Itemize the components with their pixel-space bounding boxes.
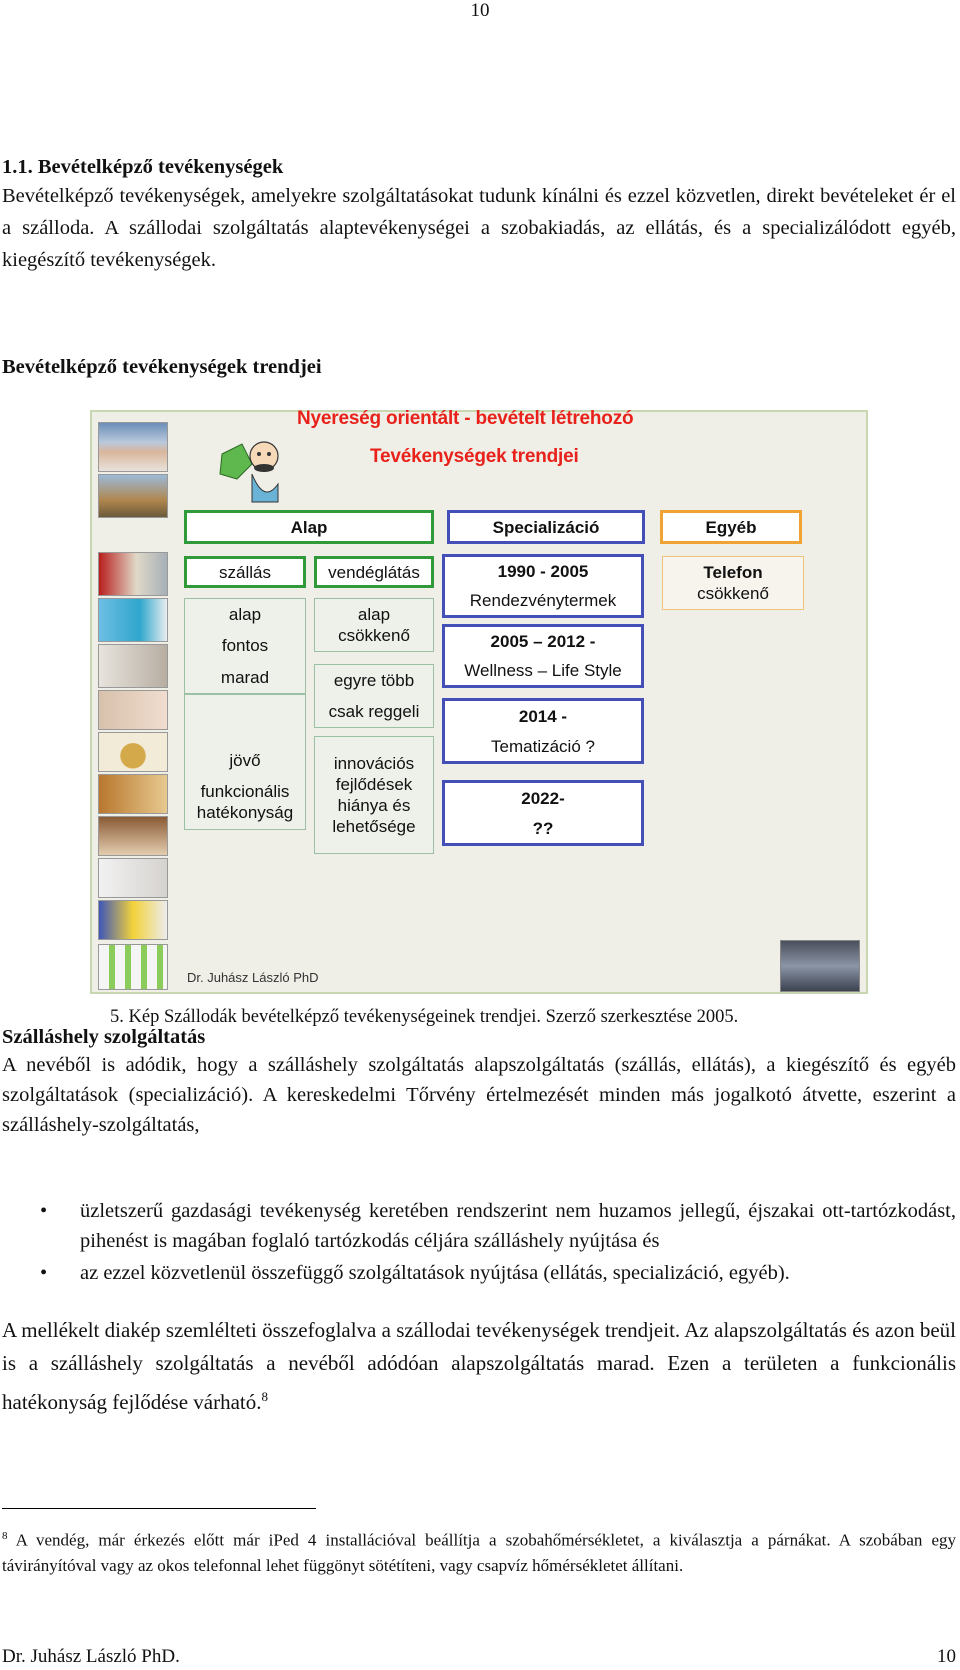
summary-paragraph-text: A mellékelt diakép szemlélteti összefoglalva a szállodai tevékenységek trendjeit. Az alapszolgáltatás és azon beül is a szálláshely szolgáltatás a nevéből adódóan alapszolgáltatás marad. Ezen a területen a funkcionális hatékonyság fejlődése várható. bbox=[2, 1318, 956, 1414]
bullet-icon: • bbox=[40, 1200, 48, 1222]
szallas-line-jovo: jövő bbox=[229, 751, 261, 770]
szallashely-paragraph bbox=[2, 1050, 956, 1140]
szallas-line-fontos: fontos bbox=[221, 636, 269, 656]
vend-line-innovacios: innovációs bbox=[333, 754, 415, 773]
spec-2022-label: ?? bbox=[532, 818, 554, 838]
vendeglatas-box-3 bbox=[314, 736, 434, 854]
section-heading: 1.1. Bevételképző tevékenységek bbox=[2, 156, 284, 178]
footnote-divider bbox=[2, 1508, 316, 1509]
spa-hand-photo bbox=[98, 690, 168, 730]
cleaning-cart-photo bbox=[98, 900, 168, 940]
bullet-item-1-text: üzletszerű gazdasági tevékenység keretében rendszerint nem huzamos jellegű, éjszakai ott-tartózkodást, pihenést is magában foglaló tartózkodás céljára szálláshely nyújtása és bbox=[80, 1200, 956, 1252]
szallas-line-hatekonysag: hatékonyság bbox=[196, 803, 294, 822]
spec-box-2005 bbox=[442, 624, 644, 688]
spec-2014-period: 2014 - bbox=[518, 706, 568, 726]
bedroom-photo bbox=[98, 816, 168, 856]
vend-line-fejlodesek: fejlődések bbox=[335, 775, 413, 794]
section-paragraph-text: Bevételképző tevékenységek, amelyekre szolgáltatásokat tudunk kínálni és ezzel közvetlen, direkt bevételeket ér el a szálloda. A szállodai szolgáltatás alaptevékenységei a szobakiadás, az ellátás, és a specializálódott egyéb, kiegészítő tevékenységek. bbox=[2, 185, 956, 271]
szallas-line-marad: marad bbox=[220, 667, 270, 687]
szallas-box-2 bbox=[184, 694, 306, 830]
footnote bbox=[2, 1524, 956, 1578]
vend-line-hianya: hiánya és bbox=[337, 796, 411, 815]
bottles-photo bbox=[98, 944, 168, 990]
vendeglatas-box-1 bbox=[314, 598, 434, 652]
bullet-item-2-text: az ezzel közvetlenül összefüggő szolgáltatások nyújtása (ellátás, specializáció, egyéb). bbox=[80, 1262, 790, 1284]
spec-2005-label: Wellness – Life Style bbox=[464, 661, 622, 680]
spec-2014-label: Tematizáció ? bbox=[491, 736, 595, 756]
spec-box-2022 bbox=[442, 780, 644, 846]
conference-room-photo bbox=[780, 940, 860, 992]
egyeb-telefon: Telefon bbox=[703, 563, 763, 582]
portrait-photo bbox=[98, 422, 168, 472]
figure-heading: Bevételképző tevékenységek trendjei bbox=[2, 356, 322, 378]
figure-caption: 5. Kép Szállodák bevételképző tevékenységeinek trendjei. Szerző szerkesztése 2005. bbox=[110, 1007, 739, 1027]
hotel-photo bbox=[98, 474, 168, 518]
bullet-item-2 bbox=[2, 1258, 956, 1288]
szallashely-bullet-list bbox=[2, 1196, 956, 1290]
slide-author: Dr. Juhász László PhD bbox=[187, 970, 319, 985]
slide-title-2: Tevékenységek trendjei bbox=[370, 446, 579, 467]
egyeb-csokkeno: csökkenő bbox=[697, 584, 769, 603]
bullet-icon: • bbox=[40, 1262, 48, 1284]
szallashely-heading: Szálláshely szolgáltatás bbox=[2, 1026, 206, 1048]
header-egyeb: Egyéb bbox=[660, 510, 802, 544]
bar-photo bbox=[98, 598, 168, 642]
szallas-box-1 bbox=[184, 598, 306, 694]
trends-slide bbox=[90, 410, 868, 994]
vend-line-lehetosege: lehetősége bbox=[332, 817, 416, 836]
cartoon-money-man-icon bbox=[212, 434, 292, 504]
section-paragraph bbox=[2, 180, 956, 276]
footnote-ref[interactable]: 8 bbox=[261, 1389, 268, 1404]
vend-line-csak-reggeli: csak reggeli bbox=[328, 702, 420, 721]
spec-2005-period: 2005 – 2012 - bbox=[490, 632, 596, 651]
footnote-number: 8 bbox=[2, 1530, 8, 1542]
reception-photo bbox=[98, 552, 168, 596]
szallas-line-alap: alap bbox=[228, 605, 262, 625]
lobby-photo bbox=[98, 644, 168, 688]
spec-1990-period: 1990 - 2005 bbox=[497, 562, 589, 581]
egyeb-box-telefon bbox=[662, 556, 804, 610]
footer-author: Dr. Juhász László PhD. bbox=[2, 1646, 180, 1667]
vend-line-egyre-tobb: egyre több bbox=[333, 671, 415, 690]
room-photo bbox=[98, 774, 168, 814]
header-specializacio: Specializáció bbox=[447, 510, 645, 544]
spec-2022-period: 2022- bbox=[521, 788, 565, 808]
subheader-szallas: szállás bbox=[184, 556, 306, 588]
szallas-line-funkcionalis: funkcionális bbox=[200, 782, 290, 801]
header-alap: Alap bbox=[184, 510, 434, 544]
subheader-vendeglatas: vendéglátás bbox=[314, 556, 434, 588]
slide-title-1: Nyereség orientált - bevételt létrehozó bbox=[297, 408, 634, 429]
spec-box-1990 bbox=[442, 554, 644, 618]
bullet-item-1 bbox=[2, 1196, 956, 1256]
footer-page-number: 10 bbox=[937, 1646, 956, 1667]
spec-box-2014 bbox=[442, 698, 644, 764]
bell-photo bbox=[98, 732, 168, 772]
vend-line-alap: alap bbox=[357, 605, 391, 624]
staff-photo bbox=[98, 858, 168, 898]
szallashely-paragraph-text: A nevéből is adódik, hogy a szálláshely szolgáltatás alapszolgáltatás (szállás, ellátás), a kiegészítő és egyéb szolgáltatások (specializáció). A kereskedelmi Tőrvény értelmezését minden más jogalkotó átvette, eszerint a szálláshely-szolgáltatás, bbox=[2, 1054, 956, 1136]
spec-1990-label: Rendezvénytermek bbox=[469, 591, 617, 610]
summary-paragraph bbox=[2, 1314, 956, 1419]
page-number-top: 10 bbox=[470, 0, 490, 21]
footnote-text: A vendég, már érkezés előtt már iPed 4 installációval beállítja a szobahőmérsékletet, a kiválasztja a párnákat. A szobában egy távirányítóval vagy az okos telefonnal lehet függönyt sötétíteni, vagy csapvíz hőmérsékletet állítani. bbox=[2, 1530, 956, 1575]
vendeglatas-box-2 bbox=[314, 664, 434, 728]
vend-line-csokkeno: csökkenő bbox=[338, 626, 410, 645]
